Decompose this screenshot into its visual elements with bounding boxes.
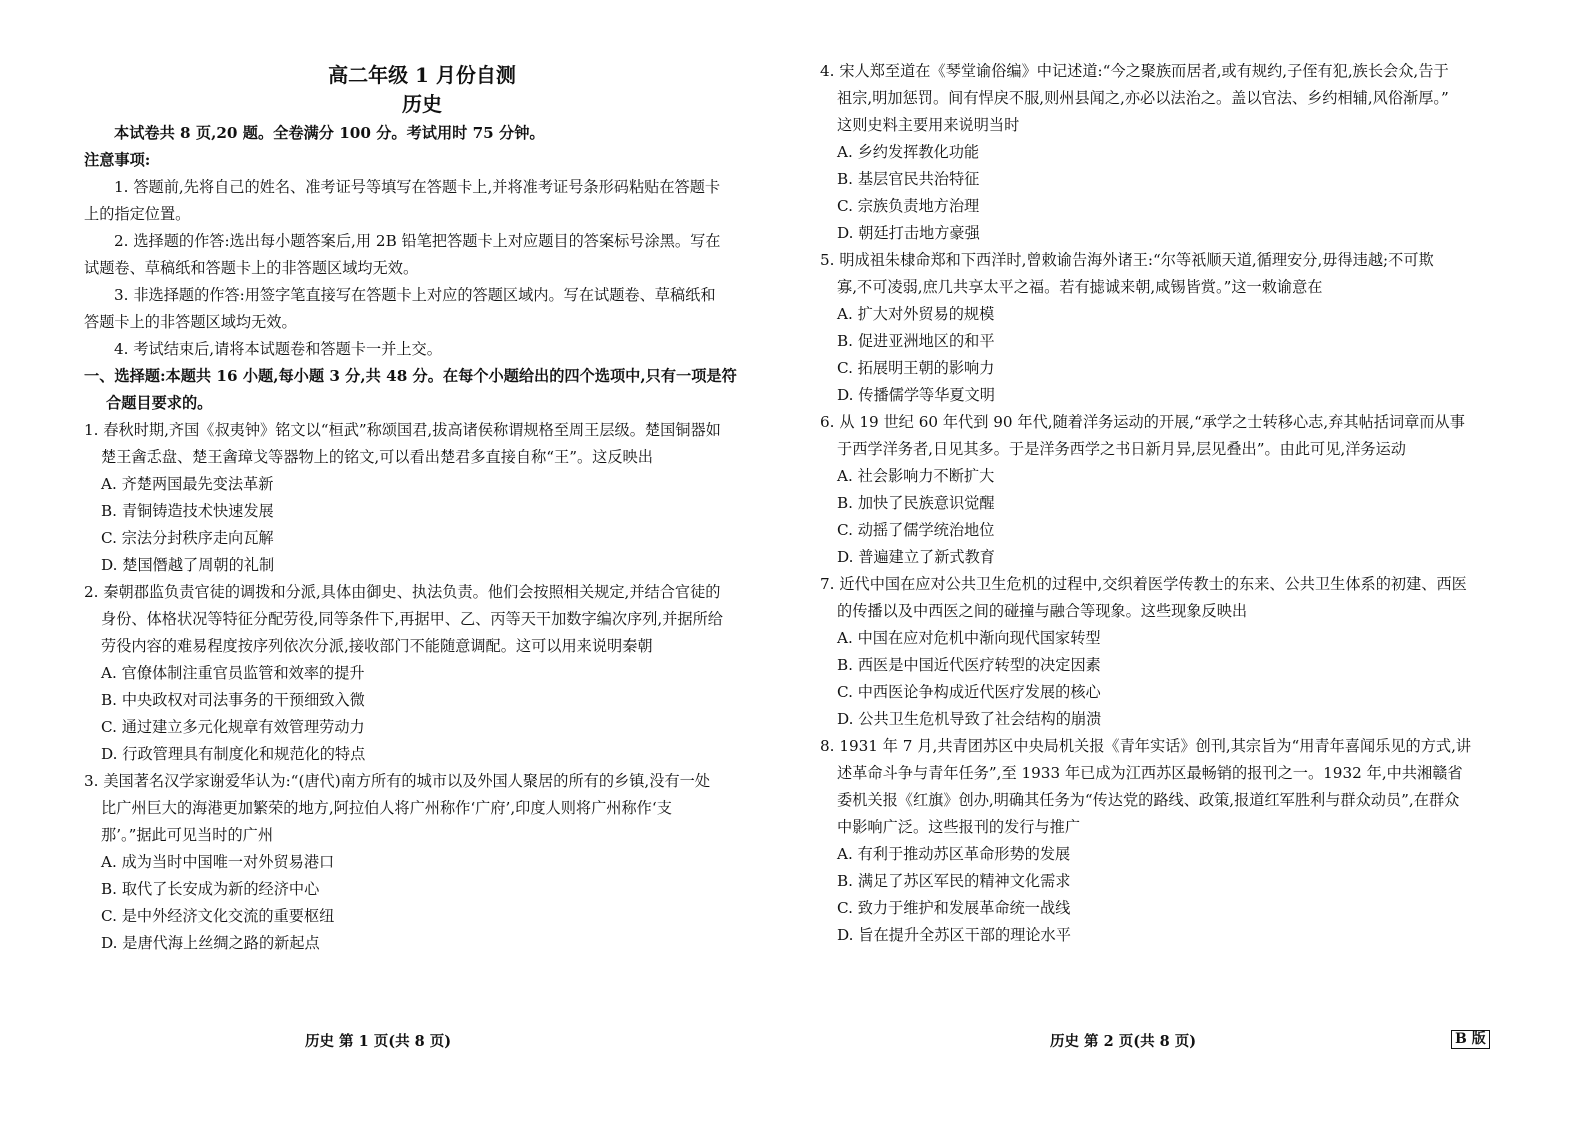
- question-stem: 7. 近代中国在应对公共卫生危机的过程中,交织着医学传教士的东来、公共卫生体系的初建、西医: [820, 575, 1467, 593]
- page-2-footer: 历史 第 2 页(共 8 页): [1050, 1033, 1197, 1050]
- option-b: B. 西医是中国近代医疗转型的决定因素: [837, 656, 1101, 674]
- option-d: D. 传播儒学等华夏文明: [837, 386, 995, 404]
- option-a: A. 社会影响力不断扩大: [837, 467, 995, 485]
- question-stem: 委机关报《红旗》创办,明确其任务为“传达党的路线、政策,报道红军胜利与群众动员”,在群众: [837, 791, 1460, 809]
- question-stem: 中影响广泛。这些报刊的发行与推广: [837, 818, 1080, 836]
- option-d: D. 朝廷打击地方豪强: [837, 224, 980, 242]
- option-b: B. 中央政权对司法事务的干预细致入微: [101, 691, 365, 709]
- question-stem: 8. 1931 年 7 月,共青团苏区中央局机关报《青年实话》创刊,其宗旨为“用青年喜闻乐见的方式,讲: [820, 737, 1472, 755]
- question-7: [820, 571, 1480, 733]
- question-stem: 比广州巨大的海港更加繁荣的地方,阿拉伯人将广州称作‘广府’,印度人则将广州称作‘支: [101, 799, 672, 817]
- option-b: B. 促进亚洲地区的和平: [837, 332, 995, 350]
- question-4: [820, 58, 1480, 247]
- question-stem: 1. 春秋时期,齐国《叔夷钟》铭文以“桓武”称颂国君,拔高诸侯称谓规格至周王层级。楚国铜器如: [84, 421, 721, 439]
- version-badge: B 版: [1451, 1030, 1490, 1049]
- question-stem: 寡,不可凌弱,庶几共享太平之福。若有摅诚来朝,咸锡皆赏。”这一敕谕意在: [837, 278, 1323, 296]
- page-1-footer: 历史 第 1 页(共 8 页): [305, 1033, 452, 1050]
- question-stem: 6. 从 19 世纪 60 年代到 90 年代,随着洋务运动的开展,“承学之士转移心志,弃其帖括词章而从事: [820, 413, 1465, 431]
- option-d: D. 楚国僭越了周朝的礼制: [101, 556, 275, 574]
- question-stem: 的传播以及中西医之间的碰撞与融合等现象。这些现象反映出: [837, 602, 1248, 620]
- option-c: C. 通过建立多元化规章有效管理劳动力: [101, 718, 365, 736]
- option-d: D. 是唐代海上丝绸之路的新起点: [101, 934, 320, 952]
- option-b: B. 加快了民族意识觉醒: [837, 494, 995, 512]
- notice-line: 4. 考试结束后,请将本试题卷和答题卡一并上交。: [114, 340, 442, 358]
- option-a: A. 有利于推动苏区革命形势的发展: [837, 845, 1071, 863]
- section-heading: 一、选择题:本题共 16 小题,每小题 3 分,共 48 分。在每个小题给出的四个选项中,只有一项是符: [84, 367, 737, 385]
- section-heading-cont: 合题目要求的。: [106, 394, 213, 412]
- option-d: D. 公共卫生危机导致了社会结构的崩溃: [837, 710, 1102, 728]
- option-a: A. 中国在应对危机中渐向现代国家转型: [837, 629, 1101, 647]
- question-stem: 述革命斗争与青年任务”,至 1933 年已成为江西苏区最畅销的报刊之一。1932 年,中共湘赣省: [837, 764, 1463, 782]
- option-c: C. 宗法分封秩序走向瓦解: [101, 529, 274, 547]
- question-stem: 于西学洋务者,日见其多。于是洋务西学之书日新月异,层见叠出”。由此可见,洋务运动: [837, 440, 1406, 458]
- exam-summary: 本试卷共 8 页,20 题。全卷满分 100 分。考试用时 75 分钟。: [114, 124, 545, 142]
- question-5: [820, 247, 1480, 409]
- option-c: C. 中西医论争构成近代医疗发展的核心: [837, 683, 1101, 701]
- question-stem: 楚王酓忎盘、楚王酓璋戈等器物上的铭文,可以看出楚君多直接自称“王”。这反映出: [101, 448, 653, 466]
- question-stem: 3. 美国著名汉学家谢爱华认为:“(唐代)南方所有的城市以及外国人聚居的所有的乡镇,没有一处: [84, 772, 711, 790]
- option-a: A. 成为当时中国唯一对外贸易港口: [101, 853, 335, 871]
- option-d: D. 行政管理具有制度化和规范化的特点: [101, 745, 366, 763]
- option-d: D. 普遍建立了新式教育: [837, 548, 995, 566]
- option-a: A. 官僚体制注重官员监管和效率的提升: [101, 664, 365, 682]
- option-b: B. 满足了苏区军民的精神文化需求: [837, 872, 1071, 890]
- option-b: B. 青铜铸造技术快速发展: [101, 502, 274, 520]
- notice-line: 试题卷、草稿纸和答题卡上的非答题区域均无效。: [84, 259, 419, 277]
- notice-line: 上的指定位置。: [84, 205, 191, 223]
- question-1: [84, 417, 760, 579]
- option-c: C. 致力于维护和发展革命统一战线: [837, 899, 1071, 917]
- notice-line: 答题卡上的非答题区域均无效。: [84, 313, 297, 331]
- question-stem: 4. 宋人郑至道在《琴堂谕俗编》中记述道:“今之聚族而居者,或有规约,子侄有犯,族长会众,告于: [820, 62, 1449, 80]
- option-c: C. 拓展明王朝的影响力: [837, 359, 995, 377]
- question-stem: 这则史料主要用来说明当时: [837, 116, 1020, 134]
- option-a: A. 齐楚两国最先变法革新: [101, 475, 274, 493]
- question-2: [84, 579, 760, 768]
- option-c: C. 宗族负责地方治理: [837, 197, 980, 215]
- question-3: [84, 768, 760, 957]
- option-b: B. 取代了长安成为新的经济中心: [101, 880, 320, 898]
- exam-subject: 历史: [402, 92, 442, 116]
- notice-line: 2. 选择题的作答:选出每小题答案后,用 2B 铅笔把答题卡上对应题目的答案标号涂黑。写在: [114, 232, 721, 250]
- question-stem: 那’。”据此可见当时的广州: [101, 826, 274, 844]
- option-c: C. 是中外经济文化交流的重要枢纽: [101, 907, 335, 925]
- question-stem: 祖宗,明加惩罚。间有悍戾不服,则州县闻之,亦必以法治之。盖以官法、乡约相辅,风俗渐厚。”: [837, 89, 1449, 107]
- question-stem: 劳役内容的难易程度按序列依次分派,接收部门不能随意调配。这可以用来说明秦朝: [101, 637, 653, 655]
- question-stem: 5. 明成祖朱棣命郑和下西洋时,曾敕谕告海外诸王:“尔等祇顺天道,循理安分,毋得违越;不可欺: [820, 251, 1434, 269]
- question-8: [820, 733, 1480, 949]
- page-2-column: [820, 58, 1480, 949]
- notice-heading: 注意事项:: [84, 151, 151, 169]
- question-6: [820, 409, 1480, 571]
- option-a: A. 扩大对外贸易的规模: [837, 305, 995, 323]
- exam-page-2: [794, 0, 1588, 1123]
- notice-line: 1. 答题前,先将自己的姓名、准考证号等填写在答题卡上,并将准考证号条形码粘贴在答题卡: [114, 178, 721, 196]
- option-d: D. 旨在提升全苏区干部的理论水平: [837, 926, 1071, 944]
- option-c: C. 动摇了儒学统治地位: [837, 521, 995, 539]
- question-stem: 身份、体格状况等特征分配劳役,同等条件下,再据甲、乙、丙等天干加数字编次序列,并据所给: [101, 610, 723, 628]
- page-1-column: [84, 58, 760, 957]
- exam-title: 高二年级 1 月份自测: [328, 63, 516, 87]
- question-stem: 2. 秦朝郡监负责官徒的调拨和分派,具体由御史、执法负责。他们会按照相关规定,并结合官徒的: [84, 583, 721, 601]
- option-b: B. 基层官民共治特征: [837, 170, 980, 188]
- notice-line: 3. 非选择题的作答:用签字笔直接写在答题卡上对应的答题区域内。写在试题卷、草稿纸和: [114, 286, 716, 304]
- option-a: A. 乡约发挥教化功能: [837, 143, 980, 161]
